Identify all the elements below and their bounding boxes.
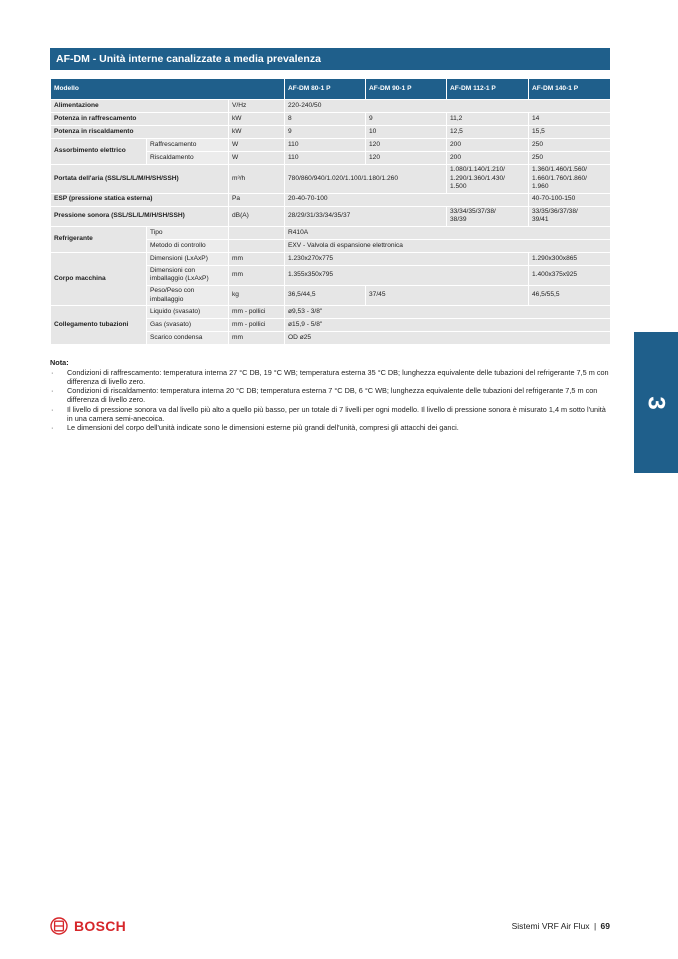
spec-table xyxy=(50,78,611,345)
sub-label: Gas (svasato) xyxy=(147,319,229,332)
table-row xyxy=(51,193,611,206)
value-cell: 110 xyxy=(285,152,366,165)
note-item xyxy=(50,405,610,423)
table-row xyxy=(51,139,611,152)
value-cell: OD ø25 xyxy=(285,332,611,345)
unit-cell: W xyxy=(229,152,285,165)
bullet-icon: · xyxy=(51,386,54,396)
note-text: Il livello di pressione sonora va dal livello più alto a quello più basso, per un totale di 7 livelli per ogni modello. Il livello di pressione sonora è misurato 1,4 m sotto l'unità in una camera semi-anecoica. xyxy=(67,404,606,423)
note-item xyxy=(50,386,610,404)
value-cell: 33/34/35/37/38/ 38/39 xyxy=(447,206,529,226)
row-label: Portata dell'aria (SSL/SL/L/M/H/SH/SSH) xyxy=(51,165,229,194)
notes-title: Nota: xyxy=(50,358,69,367)
value-cell: 250 xyxy=(529,152,611,165)
value-cell: 46,5/55,5 xyxy=(529,285,611,305)
value-cell: 1.290x300x865 xyxy=(529,252,611,265)
unit-cell: kW xyxy=(229,113,285,126)
table-row xyxy=(51,252,611,265)
table-row xyxy=(51,126,611,139)
value-cell: 120 xyxy=(366,152,447,165)
value-cell: 110 xyxy=(285,139,366,152)
table-header-row xyxy=(51,79,611,100)
header-modello: Modello xyxy=(51,79,285,100)
bullet-icon: · xyxy=(51,404,54,414)
sub-label: Riscaldamento xyxy=(147,152,229,165)
bosch-armature-icon xyxy=(50,917,68,935)
value-cell: 10 xyxy=(366,126,447,139)
value-cell: 120 xyxy=(366,139,447,152)
unit-cell: V/Hz xyxy=(229,100,285,113)
unit-cell: kg xyxy=(229,285,285,305)
unit-cell: mm xyxy=(229,332,285,345)
sub-label: Metodo di controllo xyxy=(147,239,229,252)
sub-label: Dimensioni con imballaggio (LxAxP) xyxy=(147,265,229,285)
row-label: Collegamento tubazioni xyxy=(51,306,147,345)
unit-cell: Pa xyxy=(229,193,285,206)
bullet-icon: · xyxy=(51,422,54,432)
row-label: Potenza in riscaldamento xyxy=(51,126,229,139)
sub-label: Scarico condensa xyxy=(147,332,229,345)
value-cell: 12,5 xyxy=(447,126,529,139)
value-cell: 14 xyxy=(529,113,611,126)
chapter-number: 3 xyxy=(642,395,670,410)
sub-label: Peso/Peso con imballaggio xyxy=(147,285,229,305)
value-cell: 40-70-100-150 xyxy=(529,193,611,206)
value-cell: 9 xyxy=(285,126,366,139)
brand-name: BOSCH xyxy=(74,918,127,934)
row-label: Potenza in raffrescamento xyxy=(51,113,229,126)
value-cell: 1.080/1.140/1.210/ 1.290/1.360/1.430/ 1.500 xyxy=(447,165,529,194)
value-cell: 1.360/1.460/1.560/ 1.660/1.760/1.860/ 1.960 xyxy=(529,165,611,194)
chapter-tab xyxy=(634,332,678,473)
value-cell: 20-40-70-100 xyxy=(285,193,529,206)
value-cell: 200 xyxy=(447,139,529,152)
value-cell: 28/29/31/33/34/35/37 xyxy=(285,206,447,226)
value-cell: ø9,53 - 3/8" xyxy=(285,306,611,319)
sub-label: Tipo xyxy=(147,226,229,239)
note-text: Condizioni di raffrescamento: temperatura interna 27 °C DB, 19 °C WB; temperatura esterna 35 °C DB; lunghezza equivalente delle tubazioni del refrigerante 7,5 m con differenza di livello zero. xyxy=(67,368,609,387)
unit-cell: dB(A) xyxy=(229,206,285,226)
value-cell: 250 xyxy=(529,139,611,152)
row-label: Refrigerante xyxy=(51,226,147,252)
footer-separator: | xyxy=(593,921,597,931)
notes-list xyxy=(50,368,610,432)
table-row xyxy=(51,226,611,239)
table-row xyxy=(51,206,611,226)
value-cell: 33/35/36/37/38/ 39/41 xyxy=(529,206,611,226)
section-title: AF-DM - Unità interne canalizzate a media prevalenza xyxy=(50,48,610,70)
footer-section: Sistemi VRF Air Flux xyxy=(511,921,590,931)
value-cell: 37/45 xyxy=(366,285,529,305)
note-text: Condizioni di riscaldamento: temperatura interna 20 °C DB; temperatura esterna 7 °C DB, 6 °C WB; lunghezza equivalente delle tubazioni del refrigerante 7,5 m con differenza di livello zero. xyxy=(67,386,598,405)
row-label: Pressione sonora (SSL/SL/L/M/H/SH/SSH) xyxy=(51,206,229,226)
unit-cell: mm - pollici xyxy=(229,306,285,319)
note-item xyxy=(50,423,610,432)
value-cell: R410A xyxy=(285,226,611,239)
header-model: AF-DM 112-1 P xyxy=(447,79,529,100)
unit-cell xyxy=(229,239,285,252)
page-number: 69 xyxy=(600,921,610,931)
header-model: AF-DM 80-1 P xyxy=(285,79,366,100)
unit-cell: m³/h xyxy=(229,165,285,194)
row-label: Assorbimento elettrico xyxy=(51,139,147,165)
value-cell: 9 xyxy=(366,113,447,126)
unit-cell xyxy=(229,226,285,239)
notes xyxy=(50,358,610,432)
value-cell: 1.230x270x775 xyxy=(285,252,529,265)
value-cell: 15,5 xyxy=(529,126,611,139)
table-row xyxy=(51,165,611,194)
sub-label: Liquido (svasato) xyxy=(147,306,229,319)
value-cell: EXV - Valvola di espansione elettronica xyxy=(285,239,611,252)
header-model: AF-DM 90-1 P xyxy=(366,79,447,100)
value-cell: ø15,9 - 5/8" xyxy=(285,319,611,332)
unit-cell: mm xyxy=(229,252,285,265)
value-cell: 1.355x350x795 xyxy=(285,265,529,285)
row-label: Alimentazione xyxy=(51,100,229,113)
table-row xyxy=(51,100,611,113)
sub-label: Raffrescamento xyxy=(147,139,229,152)
value-cell: 780/860/940/1.020/1.100/1.180/1.260 xyxy=(285,165,447,194)
row-label: Corpo macchina xyxy=(51,252,147,305)
unit-cell: mm xyxy=(229,265,285,285)
brand-logo xyxy=(50,917,126,935)
value-cell: 11,2 xyxy=(447,113,529,126)
sub-label: Dimensioni (LxAxP) xyxy=(147,252,229,265)
table-row xyxy=(51,306,611,319)
row-label: ESP (pressione statica esterna) xyxy=(51,193,229,206)
note-text: Le dimensioni del corpo dell'unità indicate sono le dimensioni esterne più grandi dell'unità, compresi gli attacchi dei ganci. xyxy=(67,422,459,432)
unit-cell: W xyxy=(229,139,285,152)
value-cell: 36,5/44,5 xyxy=(285,285,366,305)
page-footer xyxy=(512,921,610,931)
value-cell: 1.400x375x925 xyxy=(529,265,611,285)
value-cell: 8 xyxy=(285,113,366,126)
header-model: AF-DM 140-1 P xyxy=(529,79,611,100)
table-row xyxy=(51,113,611,126)
note-item xyxy=(50,368,610,386)
bullet-icon: · xyxy=(51,368,54,378)
unit-cell: mm - pollici xyxy=(229,319,285,332)
value-cell: 200 xyxy=(447,152,529,165)
unit-cell: kW xyxy=(229,126,285,139)
value-cell: 220-240/50 xyxy=(285,100,611,113)
